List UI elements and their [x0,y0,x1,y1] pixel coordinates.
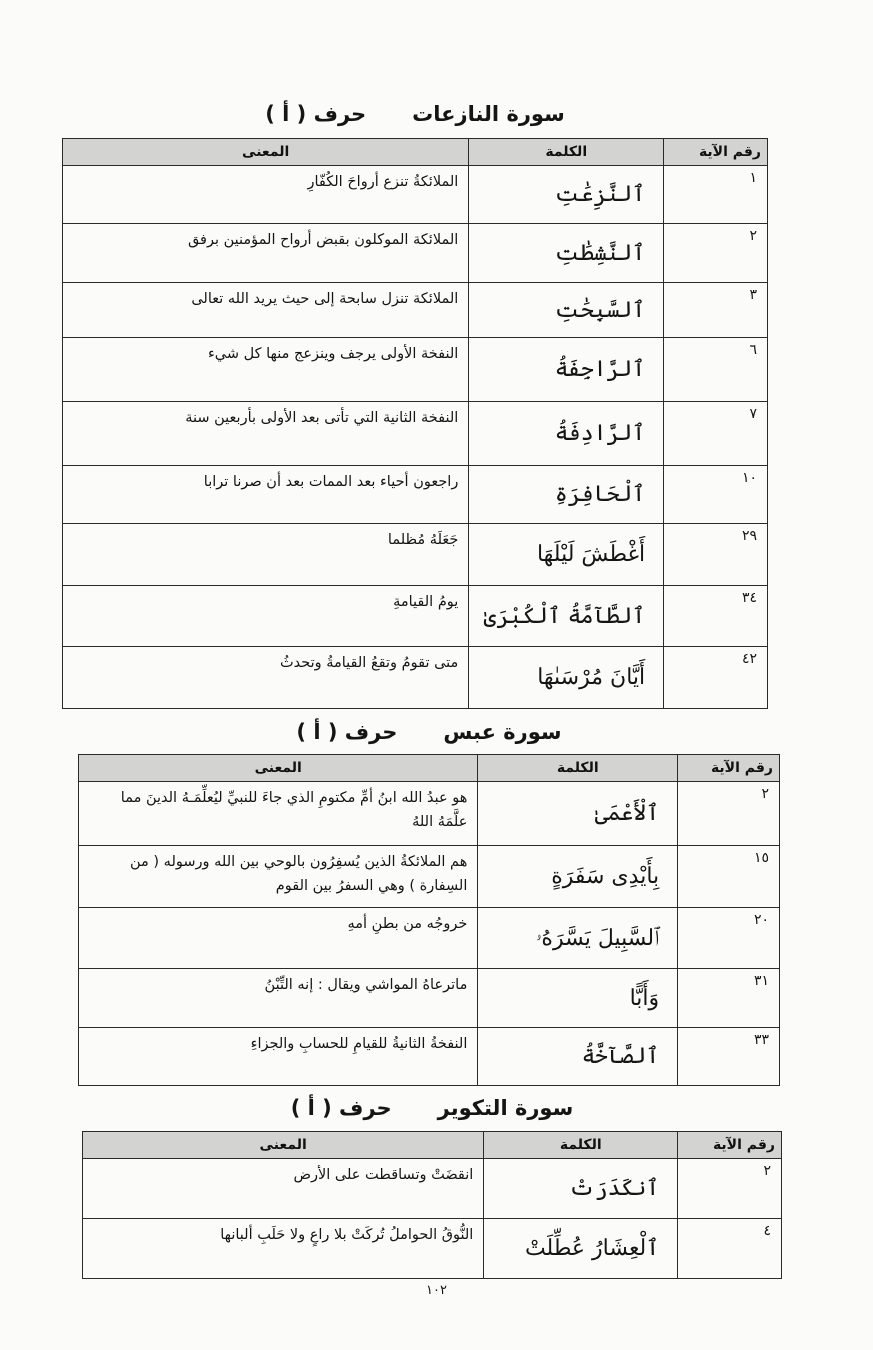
surah-name: سورة التكوير [437,1096,574,1120]
vocab-table [62,138,768,709]
word-meaning: الملائكة الموكلون بقبض أرواح المؤمنين برفق [63,224,469,283]
table-row [79,782,780,846]
word-meaning: هم الملائكةُ الذين يُسفِرُون بالوحي بين الله ورسوله ( من السِفارة ) وهي السفرُ بين القوم [79,846,478,908]
verse-number: ٣١ [678,969,780,1028]
header-word: الكلمة [478,755,678,782]
header-meaning: المعنى [83,1132,484,1159]
verse-number: ٢ [678,1159,782,1219]
quran-word: ٱلصَّآخَّةُ [478,1028,678,1086]
surah-name: سورة عبس [443,720,562,744]
verse-number: ٢٩ [664,524,768,586]
quran-word: بِأَيْدِى سَفَرَةٍ [478,846,678,908]
verse-number: ٣ [664,283,768,338]
word-meaning: يومُ القيامةِ [63,586,469,647]
section-title [82,1096,782,1120]
table-row [79,908,780,969]
quran-word: ٱنكَدَرَتْ [484,1159,678,1219]
verse-number: ٢ [664,224,768,283]
table-header [79,755,780,782]
header-meaning: المعنى [79,755,478,782]
table-row [83,1219,782,1279]
section-title [62,102,768,126]
word-meaning: انقضَتْ وتساقطت على الأرض [83,1159,484,1219]
verse-number: ١٥ [678,846,780,908]
word-meaning: الملائكةُ تنزع أرواحَ الكُفّارِ [63,166,469,224]
verse-number: ١٠ [664,466,768,524]
harf-label: حرف ( أ ) [296,720,398,744]
section-title [78,720,780,744]
table-row [79,846,780,908]
verse-number: ٣٣ [678,1028,780,1086]
table-row [63,524,768,586]
table-row [79,1028,780,1086]
harf-label: حرف ( أ ) [265,102,367,126]
table-row [63,283,768,338]
header-verse-number: رقم الآية [678,1132,782,1159]
quran-word: ٱلرَّادِفَةُ [469,402,664,466]
word-meaning: خروجُه من بطنِ أمهِ [79,908,478,969]
vocab-table [78,754,780,1086]
quran-word: ٱلنَّزِعَٰتِ [469,166,664,224]
word-meaning: هو عبدُ الله ابنُ أمِّ مكتومِ الذي جاءَ للنبيِّ ليُعلِّمَـهُ الدينَ مما علَّمَهُ اللهُ [79,782,478,846]
verse-number: ٦ [664,338,768,402]
verse-number: ١ [664,166,768,224]
word-meaning: متى تقومُ وتقعُ القيامةُ وتحدثُ [63,647,469,709]
verse-number: ٤ [678,1219,782,1279]
verse-number: ٧ [664,402,768,466]
quran-word: ٱلسَّبِيلَ يَسَّرَهُۥ [478,908,678,969]
word-meaning: النفخة الثانية التي تأتى بعد الأولى بأربعين سنة [63,402,469,466]
word-meaning: راجعون أحياء بعد الممات بعد أن صرنا ترابا [63,466,469,524]
table-row [63,166,768,224]
verse-number: ٢ [678,782,780,846]
quran-word: ٱلْحَافِرَةِ [469,466,664,524]
table-row [63,466,768,524]
quran-word: ٱلسَّبِحَٰتِ [469,283,664,338]
harf-label: حرف ( أ ) [290,1096,392,1120]
word-meaning: النفخةُ الثانيةُ للقيامِ للحسابِ والجزاءِ [79,1028,478,1086]
vocab-table [82,1131,782,1279]
quran-word: أَغْطَشَ لَيْلَهَا [469,524,664,586]
section-takwir [82,1094,782,1286]
verse-number: ٤٢ [664,647,768,709]
surah-name: سورة النازعات [412,102,565,126]
table-header [83,1132,782,1159]
table-row [79,969,780,1028]
table-row [63,586,768,647]
table-row [63,402,768,466]
word-meaning: النُّوقُ الحواملُ تُركَتْ بلا راعٍ ولا حَلَبِ ألبانها [83,1219,484,1279]
header-verse-number: رقم الآية [664,139,768,166]
section-nazi-at [62,100,768,722]
header-meaning: المعنى [63,139,469,166]
header-verse-number: رقم الآية [678,755,780,782]
quran-word: ٱلرَّاجِفَةُ [469,338,664,402]
page-number: ١٠٢ [426,1283,447,1298]
table-header [63,139,768,166]
word-meaning: الملائكة تنزل سابحة إلى حيث يريد الله تعالى [63,283,469,338]
quran-word: أَيَّانَ مُرْسَىٰهَا [469,647,664,709]
table-row [63,338,768,402]
table-row [63,647,768,709]
section-abasa [78,718,780,1100]
word-meaning: ماترعاهُ المواشي ويقال : إنه التِّبْنُ [79,969,478,1028]
verse-number: ٣٤ [664,586,768,647]
quran-word: ٱلطَّآمَّةُ ٱلْكُبْرَىٰ [469,586,664,647]
header-word: الكلمة [469,139,664,166]
header-word: الكلمة [484,1132,678,1159]
quran-word: ٱلْأَعْمَىٰ [478,782,678,846]
quran-word: ٱلْعِشَارُ عُطِّلَتْ [484,1219,678,1279]
table-row [63,224,768,283]
quran-word: وَأَبًّا [478,969,678,1028]
word-meaning: النفخة الأولى يرجف وينزعج منها كل شيء [63,338,469,402]
word-meaning: جَعَلَهُ مُظلما [63,524,469,586]
verse-number: ٢٠ [678,908,780,969]
table-row [83,1159,782,1219]
quran-word: ٱلنَّشِطَٰتِ [469,224,664,283]
